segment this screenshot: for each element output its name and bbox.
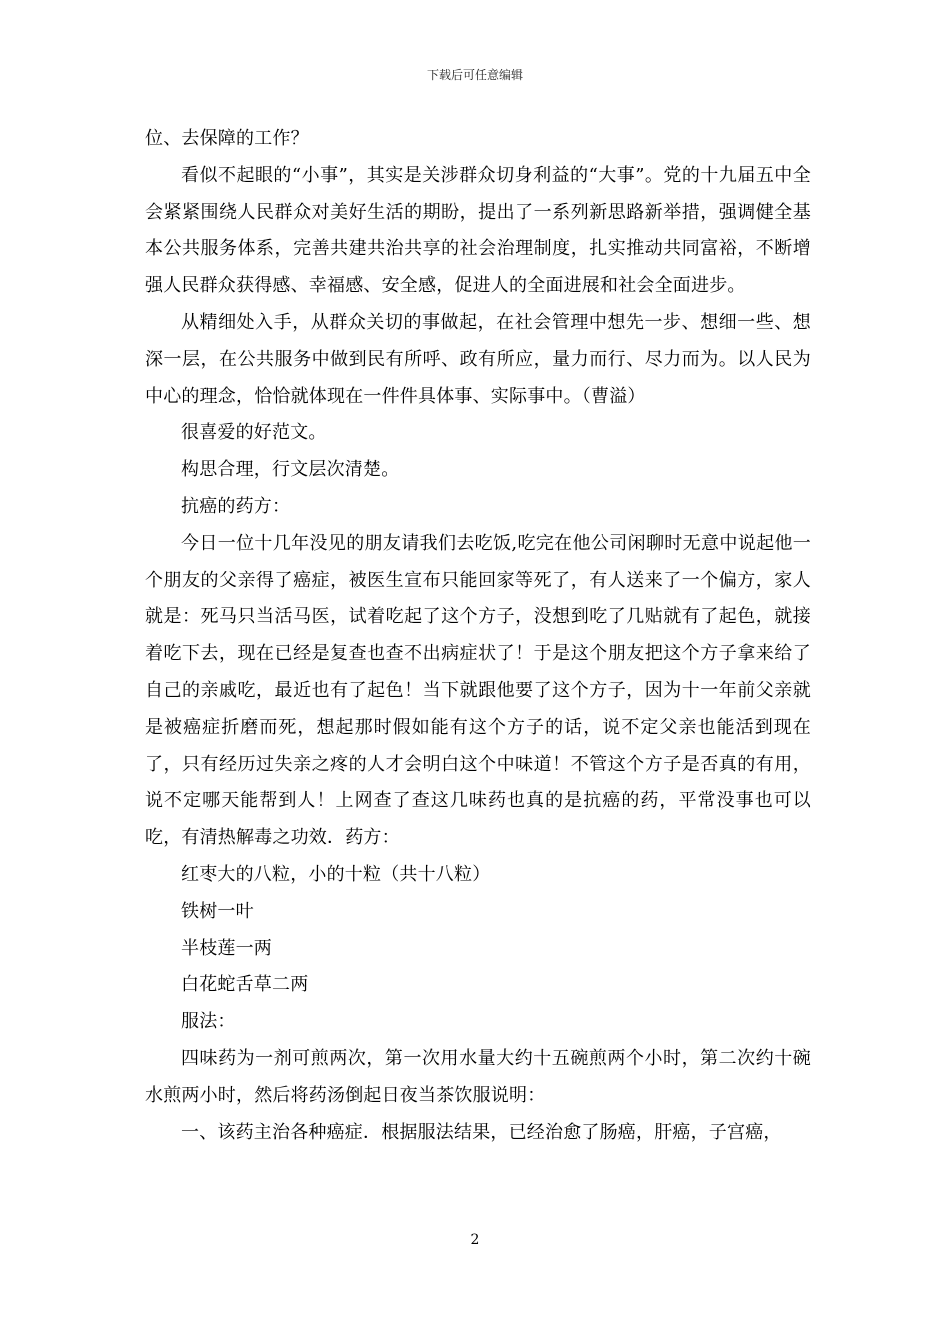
page-header: 下载后可任意编辑 <box>426 68 523 82</box>
recipe-item: 红枣大的八粒，小的十粒（共十八粒） <box>181 863 491 885</box>
paragraph: 今日一位十几年没见的朋友请我们去吃饭,吃完在他公司闲聊时无意中说起他一个朋友的父亲得了癌症，被医生宣布只能回家等死了，有人送来了一个偏方，家人就是：死马只当活马医，试着吃起了这个方子，没想到吃了几贴就有了起色，就接着吃下去，现在已经是复查也查不出病症状了！于是这个朋友把这个方子拿来给了自己的亲戚吃，最近也有了起色！当下就跟他要了这个方子，因为十一年前父亲就是被癌症折磨而死，想起那时假如能有这个方子的话，说不定父亲也能活到现在了，只有经历过失亲之疼的人才会明白这个中味道！不管这个方子是否真的有用，说不定哪天能帮到人！上网查了查这几味药也真的是抗癌的药，平常没事也可以吃，有清热解毒之功效．药方： <box>145 532 811 849</box>
recipe-item: 白花蛇舌草二两 <box>181 974 309 996</box>
section-heading: 抗癌的药方： <box>181 495 291 517</box>
paragraph: 看似不起眼的“小事”，其实是关涉群众切身利益的“大事”。党的十九届五中全会紧紧围绕人民群众对美好生活的期盼，提出了一系列新思路新举措，强调健全基本公共服务体系，完善共建共治共享的社会治理制度，扎实推动共同富裕，不断增强人民群众获得感、幸福感、安全感，促进人的全面进展和社会全面进步。 <box>145 164 811 297</box>
paragraph: 构思合理，行文层次清楚。 <box>181 459 400 481</box>
paragraph: 位、去保障的工作？ <box>145 128 309 149</box>
recipe-item: 铁树一叶 <box>181 900 254 922</box>
page-number: 2 <box>470 1232 480 1248</box>
paragraph: 从精细处入手，从群众关切的事做起，在社会管理中想先一步、想细一些、想深一层，在公共服务中做到民有所呼、政有所应，量力而行、尽力而为。以人民为中心的理念，恰恰就体现在一件件具体事、实际事中。（曹溢） <box>145 311 811 407</box>
paragraph: 四味药为一剂可煎两次，第一次用水量大约十五碗煎两个小时，第二次约十碗水煎两小时，然后将药汤倒起日夜当茶饮服说明： <box>145 1047 811 1106</box>
recipe-item: 半枝莲一两 <box>181 937 272 959</box>
document-body <box>145 121 811 1151</box>
paragraph: 很喜爱的好范文。 <box>181 422 327 444</box>
section-heading: 服法： <box>181 1011 236 1033</box>
paragraph: 一、该药主治各种癌症．根据服法结果，已经治愈了肠癌，肝癌，子宫癌， <box>181 1121 782 1143</box>
